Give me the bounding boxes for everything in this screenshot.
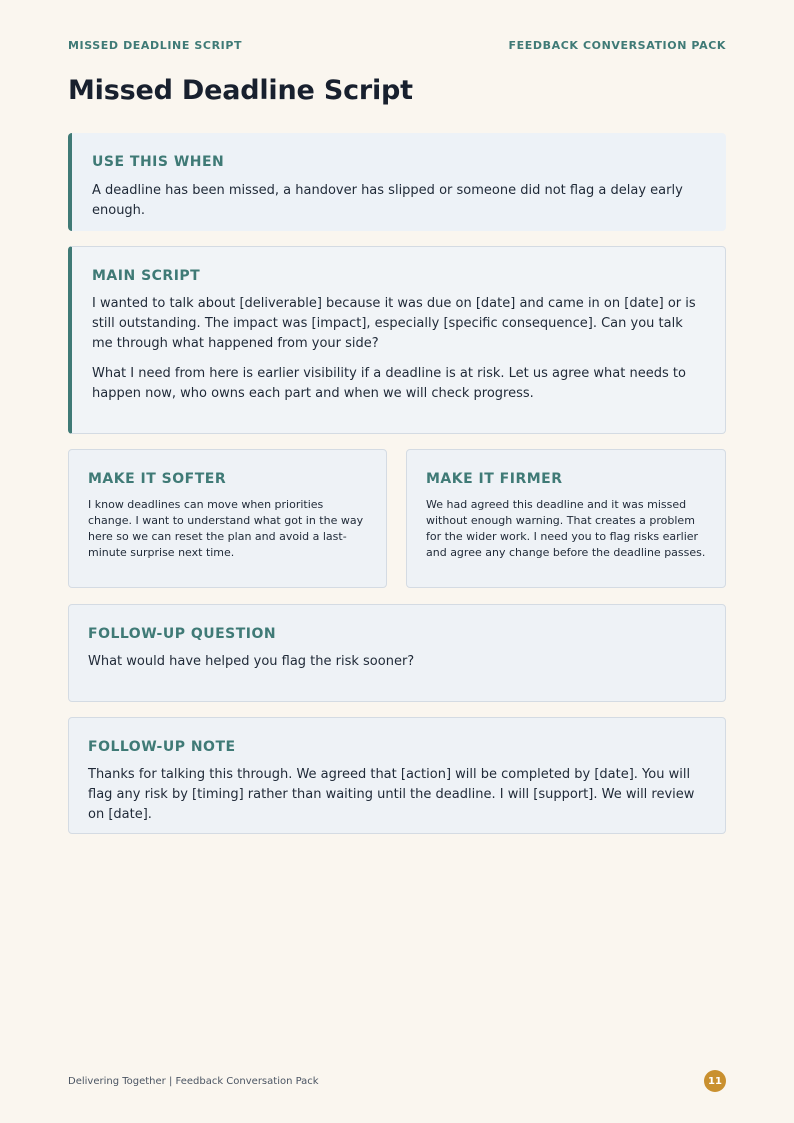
use-this-when-heading: USE THIS WHEN (92, 154, 225, 170)
main-script-box (68, 246, 726, 434)
page-number-badge: 11 (704, 1070, 726, 1092)
make-it-firmer-text: We had agreed this deadline and it was missed without enough warning. That creates a problem for the wider work. I need you to flag risks earlier and agree any change before the deadline passes. (426, 498, 706, 559)
make-it-softer-box (68, 449, 387, 588)
make-it-firmer-box (406, 449, 726, 588)
page-footer (68, 1070, 726, 1092)
running-header (68, 39, 726, 52)
footer-text: Delivering Together | Feedback Conversation Pack (68, 1075, 319, 1087)
running-header-right: FEEDBACK CONVERSATION PACK (508, 39, 726, 52)
main-script-heading: MAIN SCRIPT (92, 268, 201, 284)
make-it-softer-text: I know deadlines can move when priorities change. I want to understand what got in the way here so we can reset the plan and avoid a last-minute surprise next time. (88, 498, 364, 559)
page-title: Missed Deadline Script (68, 75, 413, 106)
use-this-when-box (68, 133, 726, 231)
main-script-paragraph-2: What I need from here is earlier visibility if a deadline is at risk. Let us agree what needs to happen now, who owns each part and when we will check progress. (92, 366, 686, 401)
page (68, 0, 726, 1123)
main-script-paragraph-1: I wanted to talk about [deliverable] because it was due on [date] and came in on [date] or is still outstanding. The impact was [impact], especially [specific consequence]. Can you talk me through what happened from your side? (92, 296, 696, 351)
make-it-softer-heading: MAKE IT SOFTER (88, 471, 227, 487)
make-it-firmer-heading: MAKE IT FIRMER (426, 471, 563, 487)
follow-up-note-box (68, 717, 726, 834)
running-header-left: MISSED DEADLINE SCRIPT (68, 39, 243, 52)
follow-up-note-heading: FOLLOW-UP NOTE (88, 739, 236, 755)
use-this-when-text: A deadline has been missed, a handover has slipped or someone did not flag a delay early enough. (92, 183, 683, 218)
follow-up-question-text: What would have helped you flag the risk sooner? (88, 654, 415, 669)
follow-up-note-text: Thanks for talking this through. We agreed that [action] will be completed by [date]. You will flag any risk by [timing] rather than waiting until the deadline. I will [support]. We will review on [date]. (88, 767, 695, 822)
follow-up-question-box (68, 604, 726, 702)
follow-up-question-heading: FOLLOW-UP QUESTION (88, 626, 277, 642)
